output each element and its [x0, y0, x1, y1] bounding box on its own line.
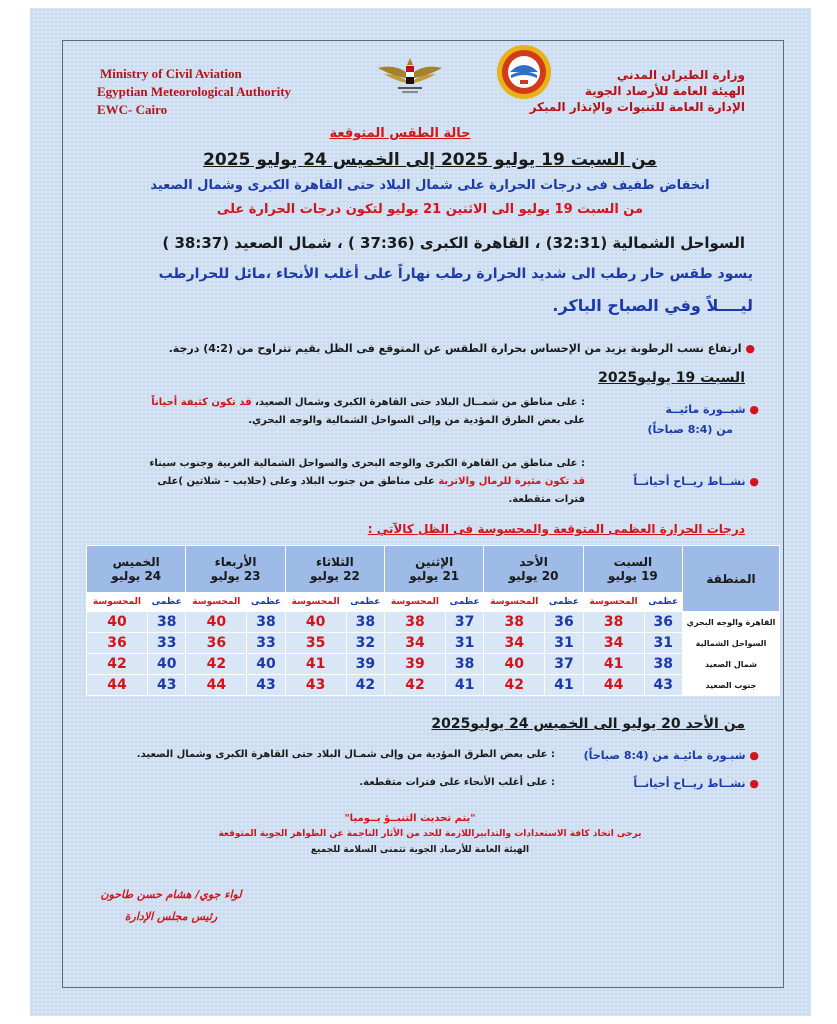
value-cell: 40	[87, 612, 148, 633]
region-cell: جنوب الصعيد	[683, 675, 780, 696]
bullet-icon: ●	[745, 403, 759, 416]
value-cell: 35	[285, 633, 346, 654]
wind-text-3: فترات متقطعة.	[508, 494, 585, 505]
table-row	[87, 654, 780, 675]
en-authority: Egyptian Meteorological Authority	[97, 84, 292, 99]
sub-feel: المحسوسة	[285, 593, 346, 612]
ar-general-directorate: الإدارة العامة للتنبوات والإنذار المبكر	[529, 100, 745, 114]
en-ministry: Ministry of Civil Aviation	[100, 66, 242, 81]
temperature-table	[86, 545, 780, 696]
sub-feel: المحسوسة	[484, 593, 545, 612]
fog-text-1: : على مناطق من شمــال البلاد حتى القاهرة الكبرى وشمال الصعيد،	[255, 397, 585, 408]
value-cell: 37	[545, 654, 583, 675]
value-cell: 38	[385, 612, 446, 633]
value-cell: 44	[186, 675, 247, 696]
value-cell: 42	[346, 675, 384, 696]
value-cell: 32	[346, 633, 384, 654]
table-row	[87, 675, 780, 696]
table-row	[87, 612, 780, 633]
value-cell: 36	[186, 633, 247, 654]
wind-label	[589, 475, 759, 488]
sub-max: عظمى	[545, 593, 583, 612]
value-cell: 40	[484, 654, 545, 675]
wind-text-1: : على مناطق من القاهرة الكبرى والوجه البحرى والسواحل الشمالية الغربية وجنوب سيناء	[149, 458, 585, 469]
p2-wind-text: : على أغلب الأنحاء على فترات متقطعة.	[359, 777, 555, 788]
region-cell: القاهرة والوجه البحري	[683, 612, 780, 633]
value-cell: 36	[87, 633, 148, 654]
sub-max: عظمى	[247, 593, 285, 612]
ar-ministry: وزارة الطيران المدني	[616, 68, 745, 82]
value-cell: 40	[186, 612, 247, 633]
sub-max: عظمى	[644, 593, 682, 612]
value-cell: 34	[484, 633, 545, 654]
value-cell: 34	[583, 633, 644, 654]
value-cell: 40	[247, 654, 285, 675]
value-cell: 42	[484, 675, 545, 696]
bullet-icon: ●	[745, 475, 759, 488]
en-ewc: EWC- Cairo	[97, 102, 168, 117]
wind-text-2: على مناطق من جنوب البلاد وعلى (حلايب – شلاتين )على	[157, 476, 435, 487]
bullet-icon: ●	[745, 777, 759, 790]
value-cell: 41	[285, 654, 346, 675]
value-cell: 43	[644, 675, 682, 696]
humidity-note-text: ارتفاع نسب الرطوبة يزيد من الإحساس بحرارة الطقس عن المتوقع فى الظل بقيم تتراوح من (4:2) درجة.	[168, 342, 742, 355]
value-cell: 38	[346, 612, 384, 633]
value-cell: 36	[545, 612, 583, 633]
value-cell: 38	[644, 654, 682, 675]
value-cell: 36	[644, 612, 682, 633]
sub-feel: المحسوسة	[583, 593, 644, 612]
p2-fog-label	[559, 749, 759, 762]
value-cell: 43	[247, 675, 285, 696]
sub-feel: المحسوسة	[186, 593, 247, 612]
p2-wind-label-text: نشــاط ريــاح أحيانــاً	[633, 777, 746, 790]
table-heading: درجات الحرارة العظمى المتوقعة والمحسوسة فى الظل كالآتي :	[367, 522, 745, 536]
fog-time: من (8:4 صباحاً)	[647, 423, 733, 436]
value-cell: 38	[247, 612, 285, 633]
sub-feel: المحسوسة	[385, 593, 446, 612]
value-cell: 31	[445, 633, 483, 654]
p2-wind-label	[559, 777, 759, 790]
weather-description-1: يسود طقس حار رطب الى شديد الحرارة رطب نهاراً على أغلب الأنحاء ،مائل للحرارطب	[158, 266, 753, 282]
sub-max: عظمى	[147, 593, 185, 612]
value-cell: 41	[583, 654, 644, 675]
humidity-note	[95, 342, 755, 355]
value-cell: 38	[583, 612, 644, 633]
value-cell: 31	[545, 633, 583, 654]
day-header: الأربعاء 23 يوليو	[186, 546, 285, 593]
aviation-wings-logo	[376, 56, 444, 96]
value-cell: 39	[346, 654, 384, 675]
page-title: حالة الطقس المتوقعة	[329, 126, 471, 141]
value-cell: 43	[147, 675, 185, 696]
day-header: الأحد 20 يوليو	[484, 546, 583, 593]
footer-update: "يتم تحديث التنبــؤ يــوميا"	[344, 813, 476, 824]
period2-heading: من الأحد 20 يوليو الى الخميس 24 يوليو2025	[431, 716, 745, 732]
wind-label-text: نشــاط ريــاح أحيانــاً	[633, 475, 746, 488]
value-cell: 42	[385, 675, 446, 696]
fog-text	[115, 394, 585, 430]
summary-line-1: انخفاض طفيف فى درجات الحرارة على شمال البلاد حتى القاهرة الكبرى وشمال الصعيد	[150, 178, 710, 193]
value-cell: 43	[285, 675, 346, 696]
value-cell: 42	[87, 654, 148, 675]
value-cell: 39	[385, 654, 446, 675]
fog-text-dense: قد تكون كثيفة أحياناً	[151, 397, 252, 408]
value-cell: 38	[484, 612, 545, 633]
fog-text-2: على بعض الطرق المؤدية من وإلى السواحل الشمالية والوجه البحري.	[248, 415, 585, 426]
temperature-summary: السواحل الشمالية (32:31) ، القاهرة الكبرى (37:36 ) ، شمال الصعيد (38:37 )	[162, 234, 745, 252]
summary-line-2: من السبت 19 يوليو الى الاثنين 21 يوليو لتكون درجات الحرارة على	[216, 202, 644, 217]
value-cell: 41	[545, 675, 583, 696]
value-cell: 40	[285, 612, 346, 633]
footer-safety: الهيئة العامة للأرصاد الجوية تتمنى السلامة للجميع	[310, 845, 530, 855]
signature-name: لواء جوي/ هشام حسن طاحون	[100, 888, 242, 901]
bullet-icon: ●	[745, 749, 759, 762]
wind-text	[115, 455, 585, 509]
value-cell: 44	[87, 675, 148, 696]
sub-feel: المحسوسة	[87, 593, 148, 612]
value-cell: 42	[186, 654, 247, 675]
value-cell: 31	[644, 633, 682, 654]
p2-fog-text: : على بعض الطرق المؤدية من وإلى شمـال البلاد حتى القاهرة الكبرى وشمال الصعيد.	[136, 749, 555, 760]
value-cell: 40	[147, 654, 185, 675]
wind-text-sand: قد تكون مثيرة للرمال والاتربة	[438, 476, 585, 487]
table-row	[87, 633, 780, 654]
weather-description-2: ليــــلاً وفي الصباح الباكر.	[552, 296, 753, 315]
region-cell: السواحل الشمالية	[683, 633, 780, 654]
day-header: السبت 19 يوليو	[583, 546, 682, 593]
region-header: المنطقة	[683, 546, 780, 612]
day1-heading: السبت 19 يوليو2025	[598, 370, 745, 386]
forecast-period: من السبت 19 يوليو 2025 إلى الخميس 24 يوليو 2025	[203, 150, 657, 170]
value-cell: 38	[147, 612, 185, 633]
fog-label	[589, 403, 759, 416]
value-cell: 33	[147, 633, 185, 654]
fog-label-text: شبــورة مائيــة	[665, 403, 746, 416]
signature-title: رئيس مجلس الإدارة	[124, 910, 218, 923]
value-cell: 34	[385, 633, 446, 654]
day-header: الثلاثاء 22 يوليو	[285, 546, 384, 593]
sub-max: عظمى	[445, 593, 483, 612]
value-cell: 44	[583, 675, 644, 696]
p2-fog-label-text: شبـورة مائيـة من (8:4 صباحاً)	[583, 749, 746, 762]
value-cell: 41	[445, 675, 483, 696]
value-cell: 38	[445, 654, 483, 675]
value-cell: 33	[247, 633, 285, 654]
ar-authority: الهيئة العامة للأرصاد الجوية	[584, 84, 745, 98]
value-cell: 37	[445, 612, 483, 633]
day-header: الإثنين 21 يوليو	[385, 546, 484, 593]
bullet-icon: ●	[741, 342, 755, 355]
day-header: الخميس 24 يوليو	[87, 546, 186, 593]
sub-max: عظمى	[346, 593, 384, 612]
footer-advisory: يرجى اتخاذ كافة الاستعدادات والتدابيراللازمة للحد من الأثار الناجمة عن الظواهر الجوية المتوقعة	[218, 829, 642, 839]
region-cell: شمال الصعيد	[683, 654, 780, 675]
